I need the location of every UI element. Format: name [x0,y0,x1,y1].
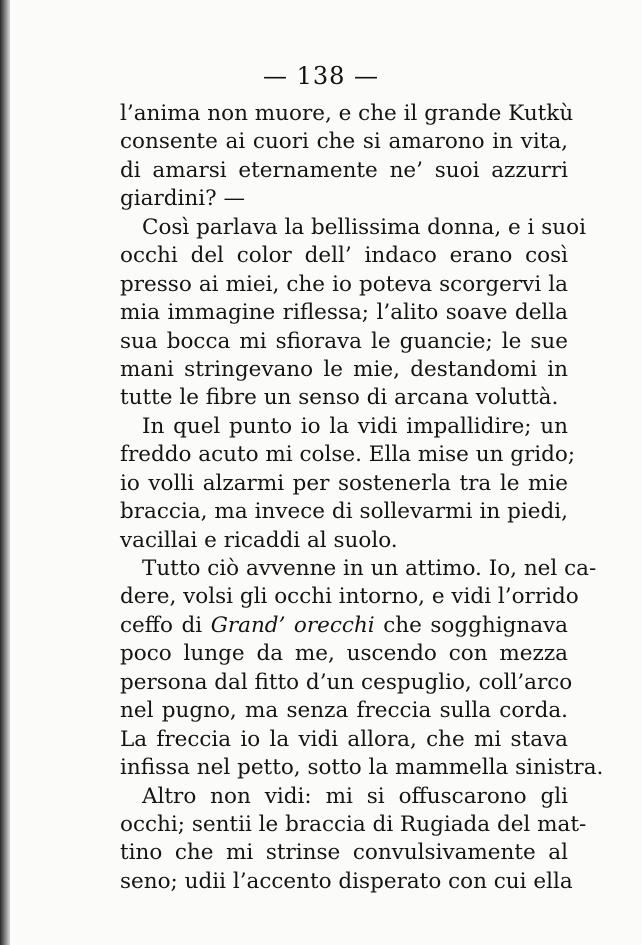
text-line: presso ai miei, che io poteva scorgervi la [120,271,568,297]
italic-phrase: Grand’ orecchi [210,612,375,638]
text-line: l’anima non muore, e che il grande Kutkù [120,101,574,126]
text-line: ceffo di Grand’ orecchi che sogghignava [120,612,568,638]
text-line: In quel punto io la vidi impallidire; un [142,413,568,439]
text-line: mia immagine riflessa; l’alito soave della [120,300,568,326]
text-line: seno; udii l’accento disperato con cui ella [120,868,573,894]
text-line: Altro non vidi: mi si offuscarono gli [142,783,568,809]
text-line: giardini? — [120,186,245,212]
text-line: La freccia io la vidi allora, che mi stava [120,726,568,752]
text-line: persona dal fitto d’un cespuglio, coll’arco [120,669,573,695]
text-line: vacillai e ricaddi al suolo. [120,527,398,553]
text-line: freddo acuto mi colse. Ella mise un grido; [120,442,576,468]
text-line: infissa nel petto, sotto la mammella sinistra. [120,755,604,781]
text-line: consente ai cuori che si amarono in vita, [120,129,568,155]
text-line: occhi del color dell’ indaco erano così [120,243,568,269]
text-line: di amarsi eternamente ne’ suoi azzurri [120,157,568,183]
page-number: — 138 — [262,62,380,90]
text-line: poco lunge da me, uscendo con mezza [120,641,568,667]
page-binding-edge [0,0,10,945]
text-line: braccia, ma invece di sollevarmi in piedi, [120,499,568,525]
text-line: Tutto ciò avvenne in un attimo. Io, nel ca- [142,556,597,581]
text-line: tutte le fibre un senso di arcana voluttà. [120,385,559,411]
text-line: io volli alzarmi per sostenerla tra le mie [120,470,568,496]
text-line: Così parlava la bellissima donna, e i suoi [142,214,586,240]
text-line: mani stringevano le mie, destandomi in [120,356,568,382]
text-line: occhi; sentii le braccia di Rugiada del mat- [120,811,587,837]
body-text [120,100,604,896]
text-line: tino che mi strinse convulsivamente al [120,840,568,866]
text-line: dere, volsi gli occhi intorno, e vidi l’orrido [120,584,579,610]
text-line: sua bocca mi sfiorava le guancie; le sue [120,328,568,354]
text-line: nel pugno, ma senza freccia sulla corda. [120,698,568,724]
